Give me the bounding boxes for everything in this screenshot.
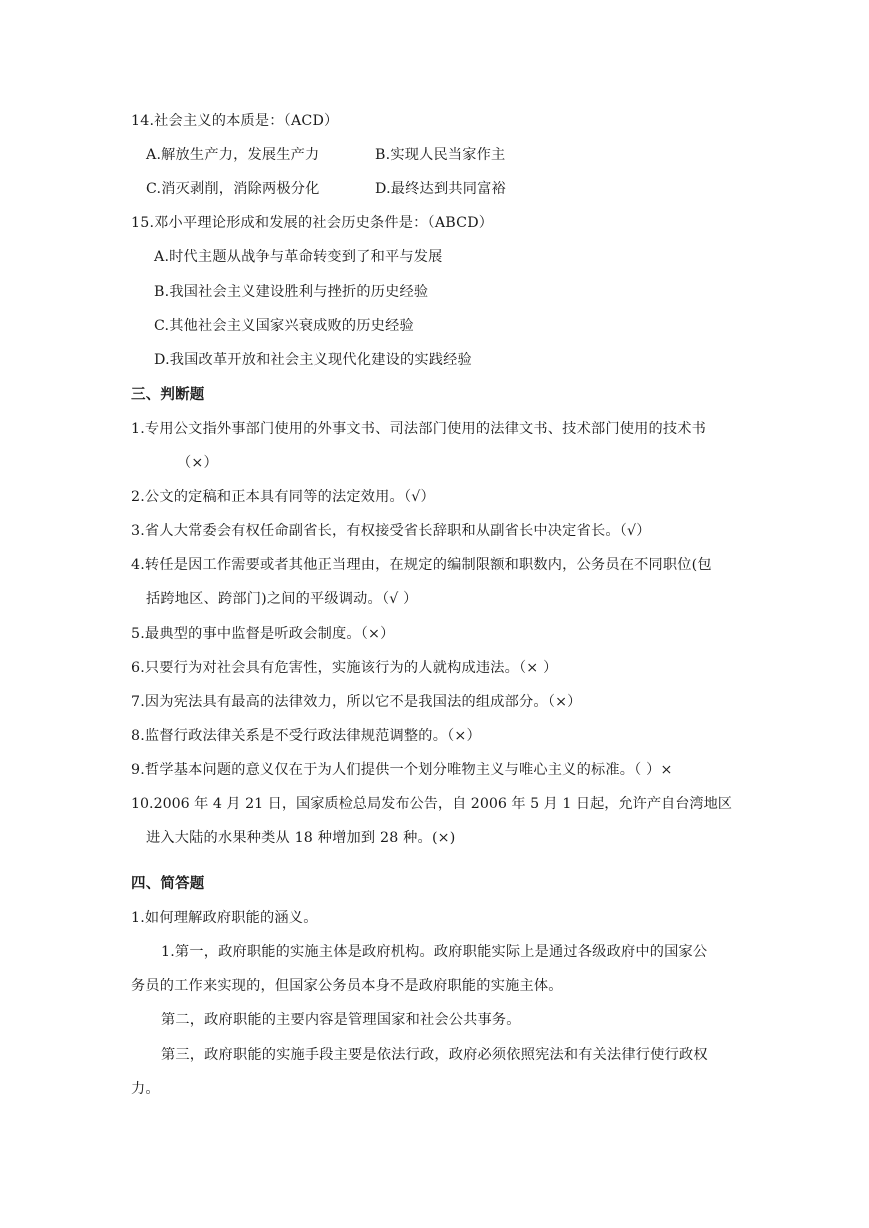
q14-option-d: D.最终达到共同富裕 (375, 181, 506, 197)
judgment-3: 3.省人大常委会有权任命副省长，有权接受省长辞职和从副省长中决定省长。（√） (131, 523, 651, 539)
answer-paragraph-1: 1.第一，政府职能的实施主体是政府机构。政府职能实际上是通过各级政府中的国家公 (161, 944, 708, 960)
q14-stem: 14.社会主义的本质是：（ACD） (131, 113, 339, 129)
q14-option-c: C.消灭剥削，消除两极分化 (146, 181, 320, 197)
answer-paragraph-3-cont: 力。 (131, 1081, 160, 1097)
q15-option-b: B.我国社会主义建设胜利与挫折的历史经验 (154, 284, 429, 300)
judgment-10-cont: 进入大陆的水果种类从 18 种增加到 28 种。(×) (146, 830, 456, 846)
judgment-8: 8.监督行政法律关系是不受行政法律规范调整的。（×） (131, 728, 481, 744)
judgment-7: 7.因为宪法具有最高的法律效力，所以它不是我国法的组成部分。（×） (131, 694, 582, 710)
judgment-4: 4.转任是因工作需要或者其他正当理由，在规定的编制限额和职数内，公务员在不同职位(包 (131, 557, 712, 573)
section-heading-judgment: 三、判断题 (131, 386, 205, 403)
q14-option-b: B.实现人民当家作主 (375, 147, 506, 163)
section-heading-short-answer: 四、简答题 (131, 875, 205, 892)
answer-paragraph-2: 第二，政府职能的主要内容是管理国家和社会公共事务。 (161, 1012, 521, 1028)
answer-paragraph-3: 第三，政府职能的实施手段主要是依法行政，政府必须依照宪法和有关法律行使行政权 (161, 1047, 708, 1063)
q15-option-a: A.时代主题从战争与革命转变到了和平与发展 (154, 249, 443, 265)
judgment-2: 2.公文的定稿和正本具有同等的法定效用。（√） (131, 489, 435, 505)
judgment-1: 1.专用公文指外事部门使用的外事文书、司法部门使用的法律文书、技术部门使用的技术书 (131, 421, 707, 437)
judgment-10: 10.2006 年 4 月 21 日，国家质检总局发布公告，自 2006 年 5 月 1 日起，允许产自台湾地区 (131, 796, 732, 812)
q15-option-d: D.我国改革开放和社会主义现代化建设的实践经验 (154, 352, 472, 368)
judgment-1-cont: （×） (177, 455, 218, 471)
judgment-9: 9.哲学基本问题的意义仅在于为人们提供一个划分唯物主义与唯心主义的标准。（ ）× (131, 762, 673, 778)
short-answer-question-1: 1.如何理解政府职能的涵义。 (131, 910, 318, 926)
q15-option-c: C.其他社会主义国家兴衰成败的历史经验 (154, 318, 414, 334)
q14-option-a: A.解放生产力，发展生产力 (146, 147, 320, 163)
judgment-6: 6.只要行为对社会具有危害性，实施该行为的人就构成违法。（× ） (131, 660, 558, 676)
q15-stem: 15.邓小平理论形成和发展的社会历史条件是：（ABCD） (131, 215, 494, 231)
answer-paragraph-1-cont: 务员的工作来实现的，但国家公务员本身不是政府职能的实施主体。 (131, 978, 563, 994)
judgment-4-cont: 括跨地区、跨部门)之间的平级调动。（√ ） (146, 591, 418, 607)
judgment-5: 5.最典型的事中监督是听政会制度。（×） (131, 626, 395, 642)
